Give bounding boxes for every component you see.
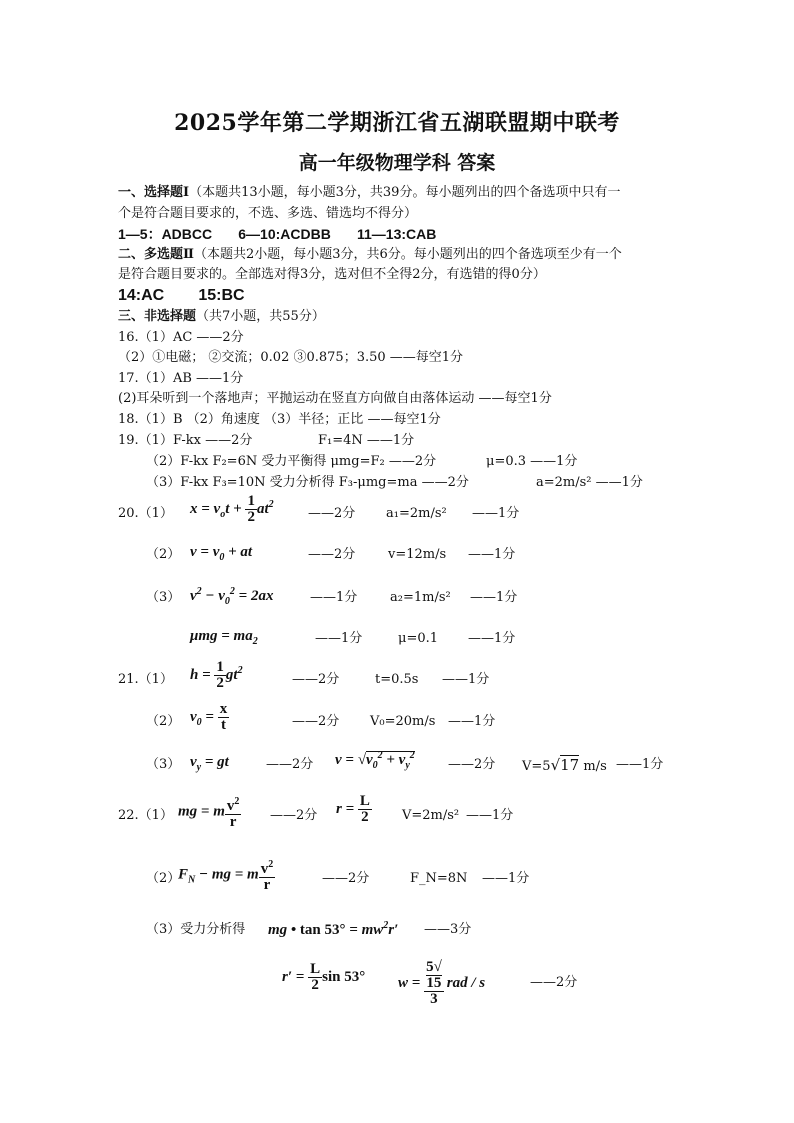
q21-r3-score3: ——1分 <box>616 757 664 772</box>
q19-line1 <box>118 432 415 450</box>
q21-r2-res: V₀=20m/s <box>370 714 436 729</box>
q21-r2-score: ——2分 <box>292 714 340 729</box>
q20-r1-res: a₁=2m/s² <box>386 506 447 521</box>
q21-r1-res: t=0.5s <box>375 672 419 687</box>
sec2-line1 <box>118 246 622 264</box>
q19-line2 <box>146 453 578 471</box>
q21-r3-score2: ——2分 <box>448 757 496 772</box>
q22-r2-label: （2） <box>146 871 181 886</box>
q20-eq1: $x = v_ot$ + $\frac{1}{2}$ $at^2$ <box>190 493 274 525</box>
q22-eq4: mg • $\tan 53^\circ = mw^2r'$ <box>268 920 399 938</box>
q19-l1a: 19.（1）F-kx ——2分 <box>118 433 253 448</box>
q20-r2-score2: ——1分 <box>468 547 516 562</box>
q22-eq3: $F_N$ − mg = m $\frac{v^2}{r}$ <box>178 859 274 893</box>
q17-line1: 17.（1）AB ——1分 <box>118 371 244 386</box>
q19-l2b: μ=0.3 ——1分 <box>486 454 578 469</box>
page-subtitle: 高一年级物理学科 答案 <box>298 152 496 174</box>
q21-r3-res: V=5√17 m/s <box>522 756 607 774</box>
q20-r3-res: a₂=1m/s² <box>390 590 451 605</box>
q22-r1-res: V=2m/s² <box>402 808 460 823</box>
q19-l3b: a=2m/s² ——1分 <box>536 475 643 490</box>
sec2-desc1: （本题共2小题，每小题3分，共6分。每小题列出的四个备选项至少有一个 <box>193 247 622 262</box>
q21-r1-score2: ——1分 <box>442 672 490 687</box>
q20-r2-label: （2） <box>146 547 181 562</box>
q21-r2-label: （2） <box>146 714 181 729</box>
q22-r3-score: ——3分 <box>424 922 472 937</box>
sec3-desc: （共7小题，共55分） <box>196 309 325 324</box>
q22-eq5: r′ = $\frac{L}{2}$ sin 53° <box>282 961 366 993</box>
sec1-line1 <box>118 184 620 202</box>
q21-r1-score: ——2分 <box>292 672 340 687</box>
q21-r2-score2: ——1分 <box>448 714 496 729</box>
sec2-head: 二、多选题Ⅱ <box>118 247 194 262</box>
sec2-answers <box>118 287 245 306</box>
q22-r1-score2: ——1分 <box>466 808 514 823</box>
q22-r3-label: （3）受力分析得 <box>146 922 246 937</box>
q22-r2-score2: ——1分 <box>482 871 530 886</box>
q21-r3-res-unit: m/s <box>583 759 607 774</box>
q17-line2: (2)耳朵听到一个落地声；平抛运动在竖直方向做自由落体运动 ——每空1分 <box>118 391 552 406</box>
q22-eq1: mg = m $\frac{v^2}{r}$ <box>178 796 240 830</box>
q22-r4-score: ——2分 <box>530 975 578 990</box>
q22-r2-score: ——2分 <box>322 871 370 886</box>
q21-r3-label: （3） <box>146 757 181 772</box>
q20-r4-res: μ=0.1 <box>398 631 439 646</box>
q21-label: 21.（1） <box>118 672 173 687</box>
q20-r3-score2: ——1分 <box>470 590 518 605</box>
q20-r4-score: ——1分 <box>315 631 363 646</box>
q16-line2: （2）①电磁； ②交流；0.02 ③0.875；3.50 ——每空1分 <box>118 350 464 365</box>
q22-r2-res: F_N=8N <box>410 871 468 886</box>
sec1-ans2: 6—10:ACDBB <box>238 226 331 242</box>
q22-label: 22.（1） <box>118 808 173 823</box>
q18-line1: 18.（1）B （2）角速度 （3）半径；正比 ——每空1分 <box>118 412 441 427</box>
sec2-desc2: 是符合题目要求的。全部选对得3分，选对但不全得2分，有选错的得0分） <box>118 267 546 282</box>
q20-r3-label: （3） <box>146 590 181 605</box>
sec1-head: 一、选择题Ⅰ <box>118 185 190 200</box>
q20-eq2: $v = v_0$ + at <box>190 544 253 563</box>
q19-line3 <box>146 474 643 492</box>
q19-l1b: F₁=4N ——1分 <box>318 433 415 448</box>
q21-r3-res-rad: 17 <box>560 756 580 774</box>
sec1-desc2: 个是符合题目要求的，不选、多选、错选均不得分） <box>118 206 418 221</box>
q21-eq4: $v = √v_0^2 + v_y^2$ <box>335 750 415 771</box>
q20-r4-score2: ——1分 <box>468 631 516 646</box>
sec1-answers <box>118 225 436 245</box>
q21-eq2: $v_0$ = $\frac{x}{t}$ <box>190 701 228 733</box>
page-title: 2025学年第二学期浙江省五湖联盟期中联考 <box>174 110 620 136</box>
q21-r3-score: ——2分 <box>266 757 314 772</box>
sec3-line <box>118 308 325 326</box>
sec2-ans1: 14:AC <box>118 287 165 304</box>
sec1-ans1: 1—5：ADBCC <box>118 226 213 242</box>
q19-l2a: （2）F-kx F₂=6N 受力平衡得 μmg=F₂ ——2分 <box>146 454 437 469</box>
q20-r2-res: v=12m/s <box>388 547 447 562</box>
q16-line1: 16.（1）AC ——2分 <box>118 330 244 345</box>
q20-r1-score2: ——1分 <box>472 506 520 521</box>
sec1-ans3: 11—13:CAB <box>356 226 437 242</box>
q22-r1-score: ——2分 <box>270 808 318 823</box>
q20-eq3: $v^2 - v_0^2 = 2ax$ <box>190 586 274 607</box>
q20-label: 20.（1） <box>118 506 173 521</box>
q22-eq6: w = 5√ 15 3 rad / s <box>398 959 486 1007</box>
q21-eq1: h = $\frac{1}{2}$ $gt^2$ <box>190 659 243 691</box>
q20-eq4: $\mu mg = ma_2$ <box>190 628 258 647</box>
q19-l3a: （3）F-kx F₃=10N 受力分析得 F₃-μmg=ma ——2分 <box>146 475 469 490</box>
q21-eq3: $v_y$ = gt <box>190 754 229 773</box>
q21-r3-res-pre: V=5 <box>522 759 551 774</box>
sec3-head: 三、非选择题 <box>118 309 197 324</box>
q20-r1-score: ——2分 <box>308 506 356 521</box>
sec2-ans2: 15:BC <box>198 287 245 304</box>
sec1-desc1: （本题共13小题，每小题3分，共39分。每小题列出的四个备选项中只有一 <box>189 185 621 200</box>
q22-eq2: r = $\frac{L}{2}$ <box>336 793 370 825</box>
q20-r2-score: ——2分 <box>308 547 356 562</box>
q20-r3-score: ——1分 <box>310 590 358 605</box>
